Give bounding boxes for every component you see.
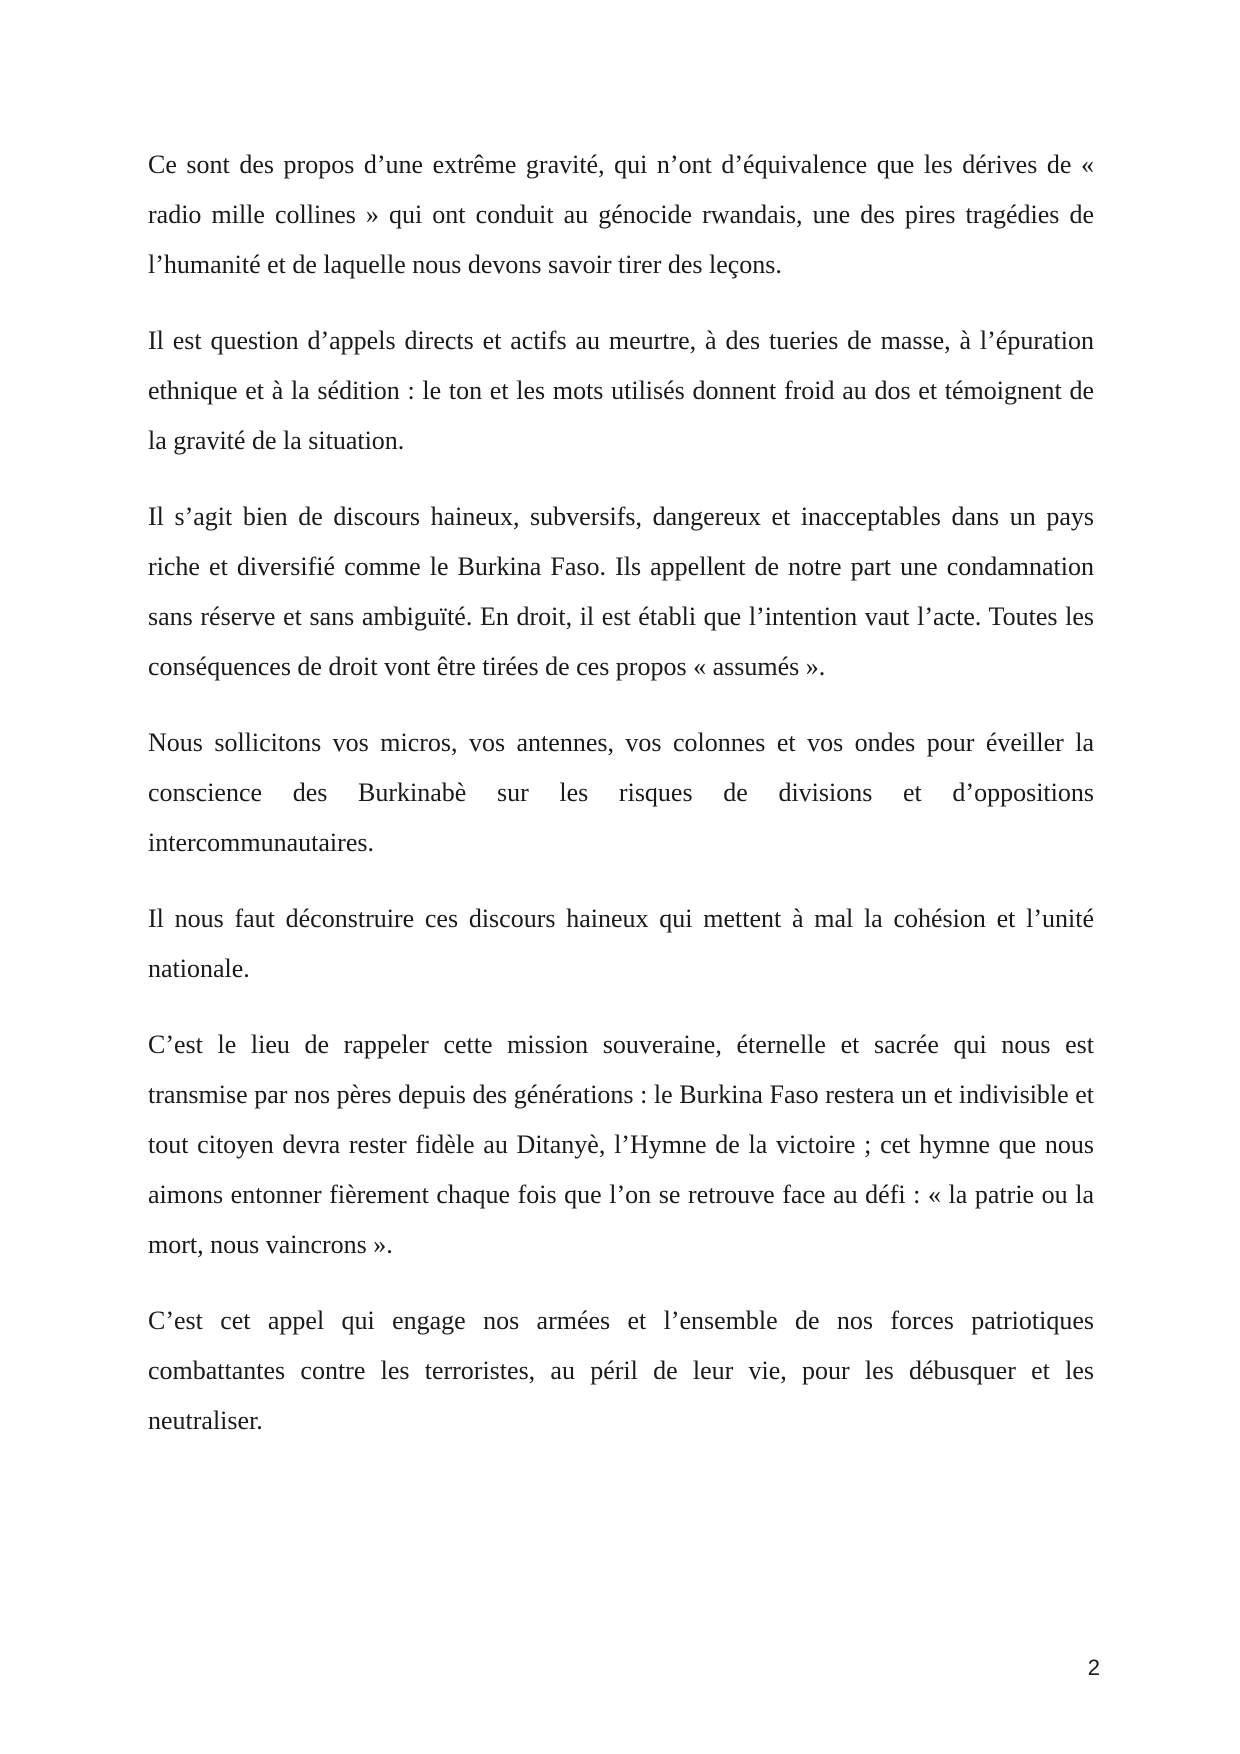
paragraph-3: Il s’agit bien de discours haineux, subversifs, dangereux et inacceptables dans un pays riche et diversifié comme le Burkina Faso. Ils appellent de notre part une condamnation sans réserve et sans ambiguïté. En droit, il est établi que l’intention vaut l’acte. Toutes les conséquences de droit vont être tirées de ces propos « assumés ». <box>148 502 1094 681</box>
paragraph-4: Nous sollicitons vos micros, vos antennes, vos colonnes et vos ondes pour éveiller la conscience des Burkinabè sur les risques de divisions et d’oppositions intercommunautaires. <box>148 728 1094 857</box>
page-number: 2 <box>1087 1655 1100 1680</box>
paragraph-2: Il est question d’appels directs et actifs au meurtre, à des tueries de masse, à l’épuration ethnique et à la sédition : le ton et les mots utilisés donnent froid au dos et témoignent de la gravité de la situation. <box>148 326 1094 455</box>
paragraph-6: C’est le lieu de rappeler cette mission souveraine, éternelle et sacrée qui nous est transmise par nos pères depuis des générations : le Burkina Faso restera un et indivisible et tout citoyen devra rester fidèle au Ditanyè, l’Hymne de la victoire ; cet hymne que nous aimons entonner fièrement chaque fois que l’on se retrouve face au défi : « la patrie ou la mort, nous vaincrons ». <box>148 1030 1094 1259</box>
paragraph-5: Il nous faut déconstruire ces discours haineux qui mettent à mal la cohésion et l’unité nationale. <box>148 904 1094 983</box>
document-body <box>148 140 1094 1472</box>
paragraph-7: C’est cet appel qui engage nos armées et l’ensemble de nos forces patriotiques combattantes contre les terroristes, au péril de leur vie, pour les débusquer et les neutraliser. <box>148 1306 1094 1435</box>
paragraph-1: Ce sont des propos d’une extrême gravité, qui n’ont d’équivalence que les dérives de « radio mille collines » qui ont conduit au génocide rwandais, une des pires tragédies de l’humanité et de laquelle nous devons savoir tirer des leçons. <box>148 150 1094 279</box>
